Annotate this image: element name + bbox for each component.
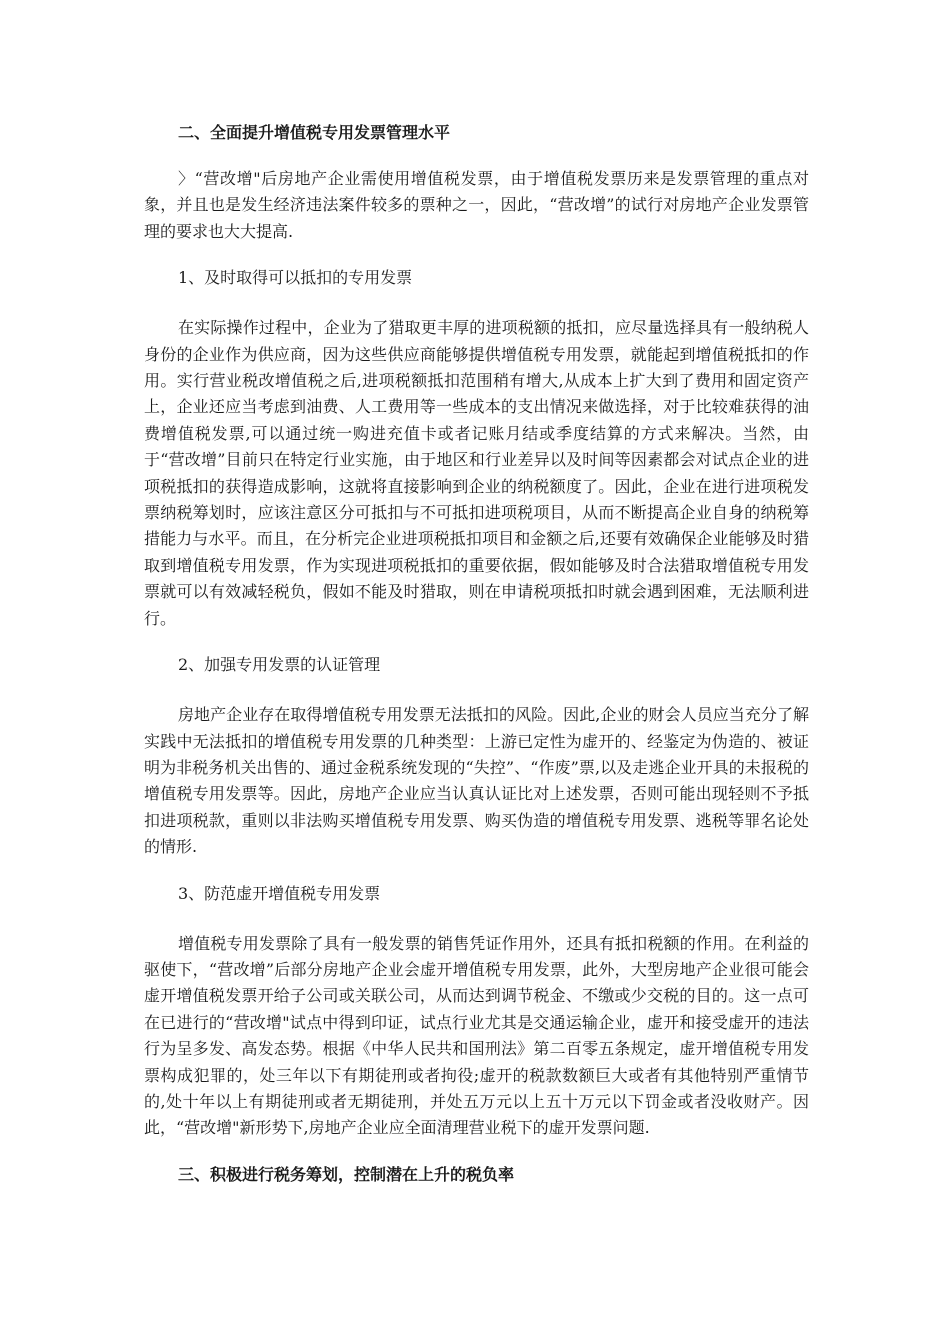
document-page	[144, 120, 809, 1188]
intro-paragraph: 〉“营改增"后房地产企业需使用增值税发票，由于增值税发票历来是发票管理的重点对象，并且也是发生经济违法案件较多的票种之一，因此，“营改增”的试行对房地产企业发票管理的要求也大大提高.	[144, 169, 809, 241]
subsection-2-paragraph: 房地产企业存在取得增值税专用发票无法抵扣的风险。因此,企业的财会人员应当充分了解实践中无法抵扣的增值税专用发票的几种类型：上游已定性为虚开的、经鉴定为伪造的、被证明为非税务机关出售的、通过金税系统发现的“失控”、“作废”票,以及走逃企业开具的未报税的增值税专用发票等。因此，房地产企业应当认真认证比对上述发票，否则可能出现轻则不予抵扣进项税款，重则以非法购买增值税专用发票、购买伪造的增值税专用发票、逃税等罪名论处的情形.	[144, 705, 809, 857]
subsection-3-heading: 3、防范虚开增值税专用发票	[178, 883, 381, 903]
subsection-2-heading: 2、加强专用发票的认证管理	[178, 655, 381, 675]
section-2-heading: 二、全面提升增值税专用发票管理水平	[178, 123, 451, 142]
section-3-heading: 三、积极进行税务筹划，控制潜在上升的税负率	[178, 1164, 515, 1184]
subsection-3-paragraph: 增值税专用发票除了具有一般发票的销售凭证作用外，还具有抵扣税额的作用。在利益的驱使下，“营改增”后部分房地产企业会虚开增值税专用发票，此外，大型房地产企业很可能会虚开增值税发票开给子公司或关联公司，从而达到调节税金、不缴或少交税的目的。这一点可在已进行的“营改增"试点中得到印证，试点行业尤其是交通运输企业，虚开和接受虚开的违法行为呈多发、高发态势。根据《中华人民共和国刑法》第二百零五条规定，虚开增值税专用发票构成犯罪的，处三年以下有期徒刑或者拘役;虚开的税款数额巨大或者有其他特别严重情节的,处十年以上有期徒刑或者无期徒刑，并处五万元以上五十万元以下罚金或者没收财产。因此，“营改增"新形势下,房地产企业应全面清理营业税下的虚开发票问题.	[144, 933, 809, 1138]
subsection-1-heading: 1、及时取得可以抵扣的专用发票	[178, 268, 413, 288]
subsection-1-paragraph: 在实际操作过程中，企业为了猎取更丰厚的进项税额的抵扣，应尽量选择具有一般纳税人身份的企业作为供应商，因为这些供应商能够提供增值税专用发票，就能起到增值税抵扣的作用。实行营业税改增值税之后,进项税额抵扣范围稍有增大,从成本上扩大到了费用和固定资产上，企业还应当考虑到油费、人工费用等一些成本的支出情况来做选择，对于比较难获得的油费增值税发票,可以通过统一购进充值卡或者记账月结或季度结算的方式来解决。当然，由于“营改增”目前只在特定行业实施，由于地区和行业差异以及时间等因素都会对试点企业的进项税抵扣的获得造成影响，这就将直接影响到企业的纳税额度了。因此，企业在进行进项税发票纳税筹划时，应该注意区分可抵扣与不可抵扣进项税项目，从而不断提高企业自身的纳税筹措能力与水平。而且，在分析完企业进项税抵扣项目和金额之后,还要有效确保企业能够及时猎取到增值税专用发票，作为实现进项税抵扣的重要依据，假如能够及时合法猎取增值税专用发票就可以有效减轻税负，假如不能及时猎取，则在申请税项抵扣时就会遇到困难，无法顺利进行。	[144, 318, 809, 628]
